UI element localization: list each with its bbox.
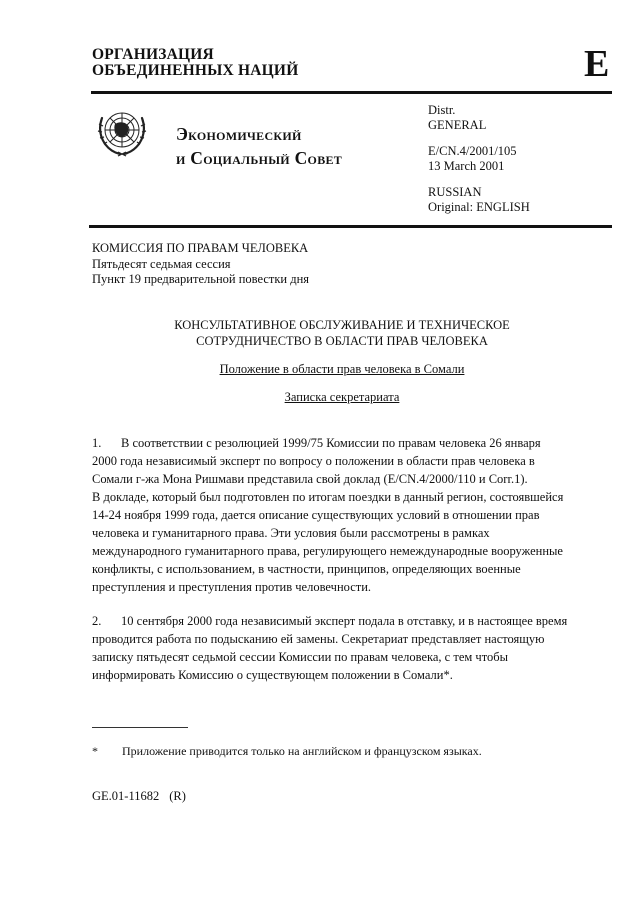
original-language: Original: ENGLISH [428, 199, 530, 214]
paragraph-line: В докладе, который был подготовлен по итогам поездки в данный регион, состоявшейся [92, 490, 564, 504]
paragraph-line: информировать Комиссию о существующем положении в Сомали*. [92, 668, 453, 682]
commission-session: Пятьдесят седьмая сессия [92, 256, 231, 271]
document-code: GE.01-11682 [92, 789, 160, 803]
organization-name [92, 47, 298, 79]
council-line-1: Экономический [176, 124, 302, 144]
organization-line-2: ОБЪЕДИНЕННЫХ НАЦИЙ [92, 62, 299, 79]
paragraph-1 [92, 434, 592, 596]
council-line-2: и Социальный Совет [176, 148, 343, 168]
paragraph-line: международного гуманитарного права, регулирующего немеждународные вооруженные [92, 544, 563, 558]
footnote-mark: * [92, 744, 98, 758]
title-line-2: СОТРУДНИЧЕСТВО В ОБЛАСТИ ПРАВ ЧЕЛОВЕКА [196, 334, 488, 348]
distribution-block [428, 103, 530, 214]
commission-name: КОМИССИЯ ПО ПРАВАМ ЧЕЛОВЕКА [92, 241, 309, 255]
paragraph-line: записку пятьдесят седьмой сессии Комиссии по правам человека, с тем чтобы [92, 650, 508, 664]
title-line-1: КОНСУЛЬТАТИВНОЕ ОБСЛУЖИВАНИЕ И ТЕХНИЧЕСКОЕ [174, 318, 510, 332]
document-subtitle: Положение в области прав человека в Сомали [219, 362, 465, 376]
un-emblem-icon [93, 104, 151, 162]
distr-value: GENERAL [428, 117, 487, 132]
document-date: 13 March 2001 [428, 158, 505, 173]
paragraph-line: проводится работа по подысканию ей замены. Секретариат представляет настоящую [92, 632, 545, 646]
paragraph-line: Сомали г-жа Мона Ришмави представила свой доклад (E/CN.4/2000/110 и Corr.1). [92, 472, 528, 486]
footnote-text: Приложение приводится только на английском и французском языках. [122, 744, 482, 758]
document-code-suffix: (R) [169, 789, 186, 803]
footnote [92, 744, 482, 759]
header-rule-top [91, 91, 612, 94]
paragraph-line: 10 сентября 2000 года независимый эксперт подала в отставку, и в настоящее время [121, 614, 568, 628]
paragraph-number: 2. [92, 614, 102, 628]
paragraph-line: преступления и преступления против человечности. [92, 580, 372, 594]
document-title [92, 317, 592, 349]
paragraph-line: конфликты, с использованием, в частности, принципов, определяющих военные [92, 562, 521, 576]
agenda-item: Пункт 19 предварительной повестки дня [92, 272, 310, 286]
footnote-separator [92, 727, 188, 728]
note-label: Записка секретариата [284, 390, 400, 404]
document-number [92, 789, 186, 804]
paragraph-line: В соответствии с резолюцией 1999/75 Комиссии по правам человека 26 января [121, 436, 541, 450]
paragraph-line: 2000 года независимый эксперт по вопросу о положении в области прав человека в [92, 454, 535, 468]
header-rule-bottom [89, 225, 612, 228]
paragraph-2 [92, 612, 592, 684]
paragraph-line: человека и гуманитарного права. Эти условия были рассмотрены в рамках [92, 526, 490, 540]
paragraph-number: 1. [92, 436, 102, 450]
document-language: RUSSIAN [428, 185, 482, 199]
language-letter: E [584, 43, 610, 85]
document-symbol: E/CN.4/2001/105 [428, 144, 517, 158]
commission-block [92, 241, 309, 288]
paragraph-line: 14-24 ноября 1999 года, дается описание существующих условий в отношении прав [92, 508, 540, 522]
organization-line-1: ОРГАНИЗАЦИЯ [92, 46, 214, 63]
council-title [176, 122, 342, 170]
distr-label: Distr. [428, 103, 456, 117]
